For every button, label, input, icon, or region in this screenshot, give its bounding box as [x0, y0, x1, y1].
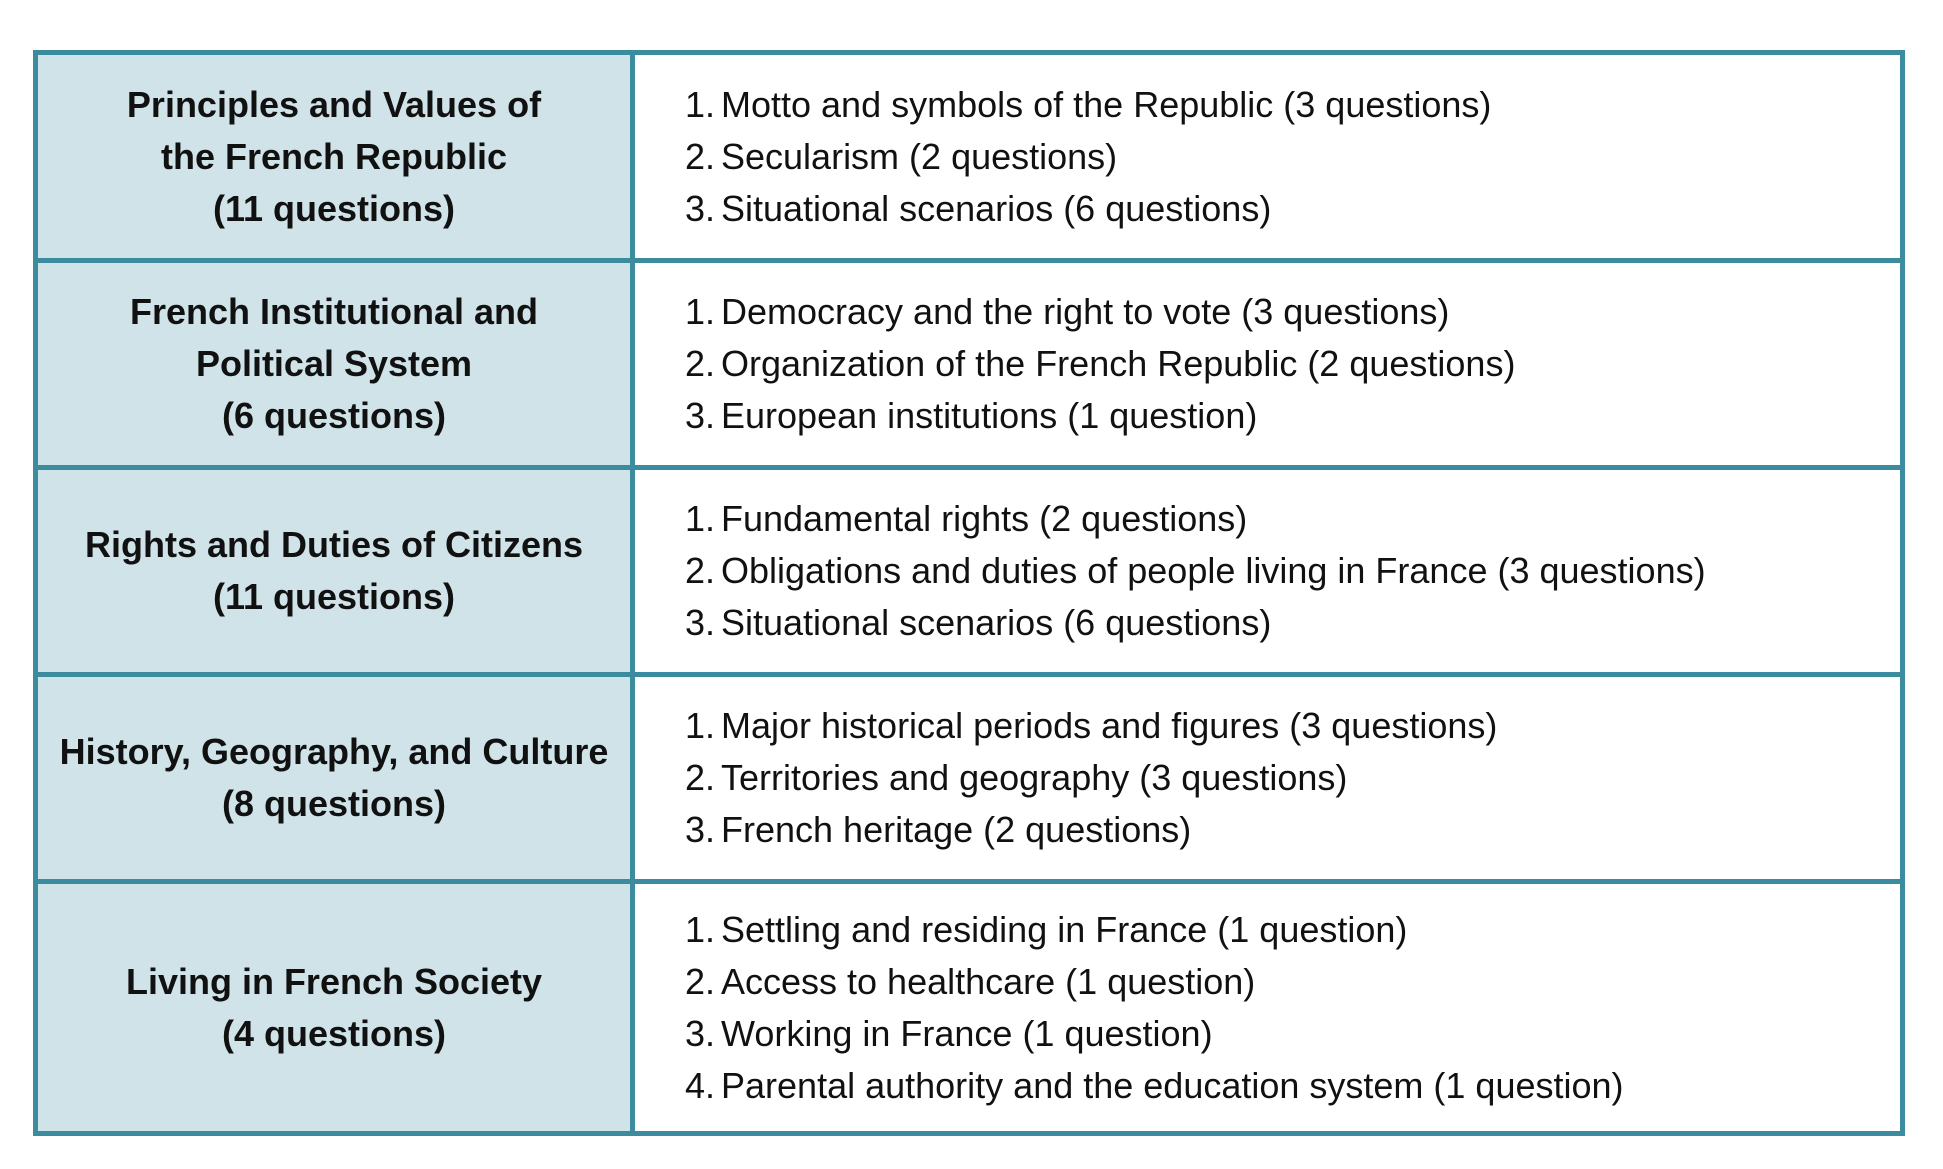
category-count: (11 questions) — [212, 187, 456, 229]
item-number: 2. — [685, 135, 716, 177]
item-number: 1. — [685, 498, 716, 539]
topics-cell — [635, 677, 1900, 879]
list-item — [685, 493, 1900, 545]
item-number: 3. — [685, 395, 716, 436]
category-label: Rights and Duties of Citizens — [84, 524, 584, 565]
item-number: 1. — [685, 908, 716, 950]
item-text: Obligations and duties of people living in France (3 questions) — [721, 550, 1706, 591]
table-row — [38, 672, 1900, 879]
category-cell — [38, 884, 635, 1131]
item-text: Motto and symbols of the Republic (3 questions) — [721, 83, 1492, 125]
category-count: (11 questions) — [212, 576, 456, 617]
item-text: European institutions (1 question) — [721, 395, 1258, 436]
item-number: 2. — [685, 757, 716, 798]
category-label: the French Republic — [160, 135, 508, 177]
list-item — [685, 752, 1900, 804]
item-text: Secularism (2 questions) — [721, 135, 1118, 177]
exam-topics-table — [33, 50, 1905, 1136]
category-count: (8 questions) — [221, 783, 446, 824]
topics-cell — [635, 55, 1900, 258]
list-item — [685, 545, 1900, 597]
category-cell — [38, 677, 635, 879]
list-item — [685, 804, 1900, 856]
topics-cell — [635, 263, 1900, 465]
list-item — [685, 183, 1900, 235]
category-label: Principles and Values of — [126, 83, 542, 125]
topics-cell — [635, 884, 1900, 1131]
item-number: 1. — [685, 83, 716, 125]
item-text: Organization of the French Republic (2 questions) — [721, 343, 1516, 384]
list-item — [685, 1008, 1900, 1060]
item-number: 2. — [685, 550, 716, 591]
item-number: 2. — [685, 960, 716, 1002]
item-text: Settling and residing in France (1 question) — [721, 908, 1408, 950]
item-text: Working in France (1 question) — [721, 1012, 1213, 1054]
category-label: Political System — [195, 343, 473, 384]
category-cell — [38, 470, 635, 672]
category-label: History, Geography, and Culture — [59, 731, 609, 772]
list-item — [685, 597, 1900, 649]
topics-cell — [635, 470, 1900, 672]
item-number: 3. — [685, 809, 716, 850]
item-number: 2. — [685, 343, 716, 384]
item-text: French heritage (2 questions) — [721, 809, 1192, 850]
item-number: 3. — [685, 602, 716, 643]
table-row — [38, 55, 1900, 258]
item-number: 3. — [685, 187, 716, 229]
item-text: Democracy and the right to vote (3 questions) — [721, 291, 1450, 332]
table-row — [38, 258, 1900, 465]
item-text: Parental authority and the education system (1 question) — [721, 1064, 1624, 1106]
item-number: 1. — [685, 705, 716, 746]
table-row — [38, 879, 1900, 1131]
item-text: Major historical periods and figures (3 questions) — [721, 705, 1498, 746]
list-item — [685, 904, 1900, 956]
list-item — [685, 79, 1900, 131]
item-text: Situational scenarios (6 questions) — [721, 187, 1272, 229]
category-count: (4 questions) — [221, 1012, 446, 1054]
list-item — [685, 390, 1900, 442]
list-item — [685, 131, 1900, 183]
list-item — [685, 286, 1900, 338]
list-item — [685, 700, 1900, 752]
item-text: Access to healthcare (1 question) — [721, 960, 1256, 1002]
item-text: Fundamental rights (2 questions) — [721, 498, 1248, 539]
item-number: 1. — [685, 291, 716, 332]
list-item — [685, 1060, 1900, 1112]
item-text: Situational scenarios (6 questions) — [721, 602, 1272, 643]
category-cell — [38, 55, 635, 258]
list-item — [685, 338, 1900, 390]
item-number: 3. — [685, 1012, 716, 1054]
category-label: French Institutional and — [129, 291, 538, 332]
item-text: Territories and geography (3 questions) — [721, 757, 1348, 798]
list-item — [685, 956, 1900, 1008]
item-number: 4. — [685, 1064, 716, 1106]
category-label: Living in French Society — [125, 960, 543, 1002]
category-count: (6 questions) — [221, 395, 446, 436]
category-cell — [38, 263, 635, 465]
table-row — [38, 465, 1900, 672]
